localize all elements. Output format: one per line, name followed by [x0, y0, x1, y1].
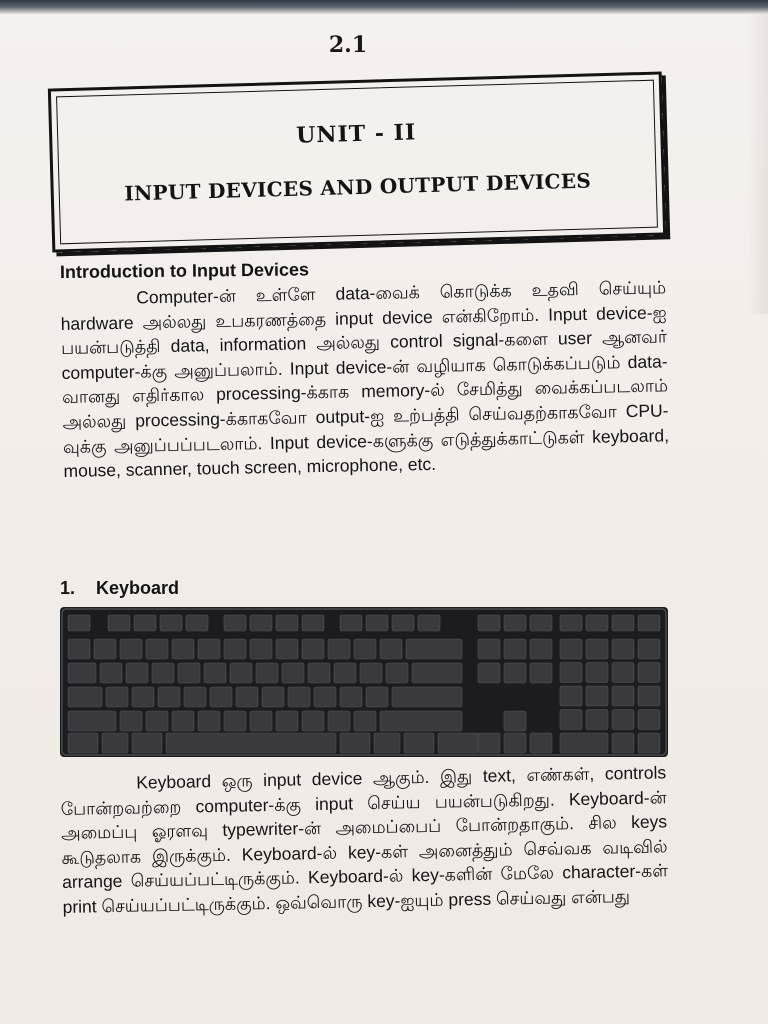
keyboard-heading-label: Keyboard — [96, 578, 180, 598]
keyboard-paragraph-text: Keyboard ஒரு input device ஆகும். இது text, எண்கள், controls போன்றவற்றை computer-க்கு input செய்ய பயன்படுகிறது. Keyboard-ன் அமைப்பு ஓரளவு typewriter-ன் அமைப்பைப் போன்றதாகும். சில keys கூடுதலாக இருக்கும். Keyboard-ல் key-கள் அனைத்தும் செவ்வக வடிவில் arrange செய்யப்பட்டிருக்கும். Keyboard-ல் key-களின் மேலே character-கள் print செய்யப்பட்டிருக்கும். ஒவ்வொரு key-ஐயும் press செய்வது என்பது — [60, 762, 669, 917]
keyboard-key — [560, 639, 582, 659]
section-heading: Introduction to Input Devices — [59, 259, 310, 282]
keyboard-key — [386, 663, 408, 683]
keyboard-key — [404, 733, 434, 753]
keyboard-key — [354, 711, 376, 731]
keyboard-key — [68, 663, 96, 683]
keyboard-key — [302, 711, 324, 731]
keyboard-key — [120, 711, 142, 731]
keyboard-key — [586, 663, 608, 683]
keyboard-key — [276, 639, 298, 659]
keyboard-key — [94, 639, 116, 659]
keyboard-key — [504, 733, 526, 753]
keyboard-key — [198, 639, 220, 659]
keyboard-key — [68, 687, 102, 707]
keyboard-key — [146, 639, 168, 659]
keyboard-key — [236, 687, 258, 707]
keyboard-key — [126, 663, 148, 683]
keyboard-key — [560, 710, 582, 730]
keyboard-key — [340, 687, 362, 707]
keyboard-key — [340, 733, 370, 753]
keyboard-key — [134, 615, 156, 631]
keyboard-key — [106, 687, 128, 707]
keyboard-key — [250, 639, 272, 659]
keyboard-key — [560, 615, 582, 631]
keyboard-key — [530, 663, 552, 683]
keyboard-key — [204, 663, 226, 683]
keyboard-heading-number: 1. — [60, 578, 76, 598]
keyboard-key — [366, 615, 388, 631]
keyboard-key — [68, 733, 98, 753]
keyboard-key — [328, 639, 350, 659]
keyboard-key — [612, 733, 634, 753]
keyboard-key — [612, 663, 634, 683]
keyboard-key — [186, 615, 208, 631]
keyboard-key — [256, 663, 278, 683]
intro-paragraph-text: Computer-ன் உள்ளே data-வைக் கொடுக்க உதவி செய்யும் hardware அல்லது உபகரணத்தை input device என்கிறோம். Input device-ஐ பயன்படுத்தி data, information அல்லது control signal-களை user ஆனவர் computer-க்கு அனுப்பலாம். Input device-ன் வழியாக கொடுக்கப்படும் data-வானது எதிர்கால processing-க்காக memory-ல் சேமித்து வைக்கப்படலாம் அல்லது processing-க்காகவோ output-ஐ உற்பத்தி செய்வதற்காகவோ CPU-வுக்கு அனுப்பப்படலாம். Input device-களுக்கு எடுத்துக்காட்டுகள் keyboard, mouse, scanner, touch screen, microphone, etc. — [60, 277, 670, 482]
keyboard-key — [224, 711, 246, 731]
keyboard-key — [68, 615, 90, 631]
page-top-edge — [0, 0, 768, 14]
keyboard-key — [166, 733, 336, 753]
keyboard-key — [328, 711, 350, 731]
keyboard-key — [638, 686, 660, 706]
keyboard-key — [224, 615, 246, 631]
keyboard-key — [120, 639, 142, 659]
page-number: 2.1 — [328, 32, 368, 58]
keyboard-key — [276, 615, 298, 631]
keyboard-key — [478, 663, 500, 683]
title-box — [48, 71, 666, 252]
keyboard-key — [392, 687, 462, 707]
keyboard-key — [340, 615, 362, 631]
keyboard-key — [172, 639, 194, 659]
keyboard-key — [612, 686, 634, 706]
keyboard-key — [586, 710, 608, 730]
keyboard-key — [282, 663, 304, 683]
keyboard-key — [406, 639, 462, 659]
keyboard-key — [68, 711, 116, 731]
keyboard-key — [612, 615, 634, 631]
keyboard-key — [560, 686, 582, 706]
chapter-title: INPUT DEVICES AND OUTPUT DEVICES — [124, 168, 592, 206]
keyboard-key — [172, 711, 194, 731]
keyboard-key — [478, 615, 500, 631]
keyboard-key — [612, 639, 634, 659]
keyboard-key — [560, 663, 582, 683]
keyboard-key — [184, 687, 206, 707]
intro-paragraph — [60, 275, 670, 483]
keyboard-key — [224, 639, 246, 659]
keyboard-paragraph — [60, 760, 669, 919]
keyboard-key — [146, 711, 168, 731]
keyboard-key — [100, 663, 122, 683]
keyboard-key — [586, 686, 608, 706]
keyboard-key — [504, 663, 526, 683]
keyboard-key — [276, 711, 298, 731]
keyboard-key — [152, 663, 174, 683]
title-box-inner-border — [56, 80, 658, 245]
keyboard-key — [314, 687, 336, 707]
keyboard-key — [288, 687, 310, 707]
keyboard-key — [374, 733, 400, 753]
keyboard-key — [102, 733, 128, 753]
keyboard-key — [108, 615, 130, 631]
keyboard-key — [586, 615, 608, 631]
keyboard-key — [178, 663, 200, 683]
keyboard-key — [504, 615, 526, 631]
keyboard-key — [560, 733, 608, 753]
keyboard-key — [132, 733, 162, 753]
keyboard-key — [354, 639, 376, 659]
keyboard-key — [478, 733, 500, 753]
keyboard-key — [132, 687, 154, 707]
keyboard-key — [418, 615, 440, 631]
keyboard-key — [392, 615, 414, 631]
keyboard-key — [638, 639, 660, 659]
keyboard-key — [612, 710, 634, 730]
keyboard-key — [638, 615, 660, 631]
keyboard-key — [586, 639, 608, 659]
keyboard-key — [638, 663, 660, 683]
keyboard-key — [262, 687, 284, 707]
keyboard-key — [158, 687, 180, 707]
keyboard-key — [504, 639, 526, 659]
keyboard-key — [478, 639, 500, 659]
keyboard-key — [438, 733, 478, 753]
keyboard-key — [250, 615, 272, 631]
keyboard-key — [638, 710, 660, 730]
page-shadow — [748, 14, 768, 314]
keyboard-key — [334, 663, 356, 683]
keyboard-key — [198, 711, 220, 731]
keyboard-key — [366, 687, 388, 707]
keyboard-key — [308, 663, 330, 683]
keyboard-key — [302, 639, 324, 659]
keyboard-key — [230, 663, 252, 683]
keyboard-key — [504, 711, 526, 731]
unit-title: UNIT - II — [295, 119, 417, 149]
keyboard-key — [530, 639, 552, 659]
keyboard-photo — [60, 607, 668, 757]
keyboard-key — [250, 711, 272, 731]
keyboard-key — [380, 639, 402, 659]
keyboard-heading — [60, 578, 179, 599]
keyboard-key — [412, 663, 462, 683]
keyboard-key — [380, 711, 462, 731]
keyboard-key — [68, 639, 90, 659]
keyboard-key — [210, 687, 232, 707]
keyboard-key — [638, 733, 660, 753]
keyboard-key — [530, 733, 552, 753]
keyboard-key — [530, 615, 552, 631]
keyboard-key — [302, 615, 324, 631]
keyboard-key — [360, 663, 382, 683]
keyboard-key — [160, 615, 182, 631]
